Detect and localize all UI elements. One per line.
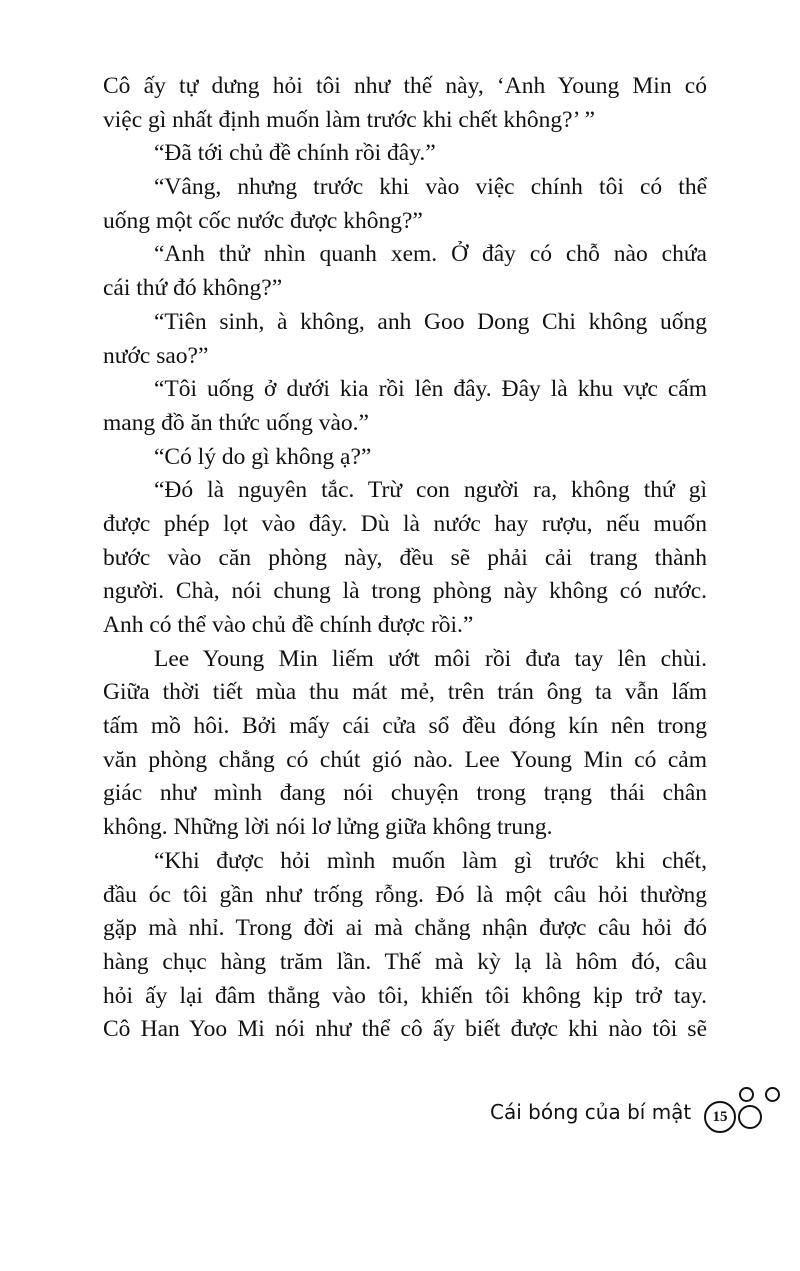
running-footer-title: Cái bóng của bí mật xyxy=(490,1100,692,1124)
text-line: người. Chà, nói chung là trong phòng này không có nước. xyxy=(103,578,707,605)
text-line: đầu óc tôi gần như trống rỗng. Đó là một câu hỏi thường xyxy=(103,881,707,908)
text-line: giác như mình đang nói chuyện trong trạng thái chân xyxy=(103,780,707,807)
text-line: “Vâng, nhưng trước khi vào việc chính tôi có thể xyxy=(154,174,707,201)
text-line: “Tiên sinh, à không, anh Goo Dong Chi không uống xyxy=(154,308,707,335)
text-line: “Khi được hỏi mình muốn làm gì trước khi chết, xyxy=(154,847,707,874)
text-line: bước vào căn phòng này, đều sẽ phải cải trang thành xyxy=(103,544,707,571)
text-line: văn phòng chẳng có chút gió nào. Lee Young Min có cảm xyxy=(103,746,707,773)
text-line: không. Những lời nói lơ lửng giữa không trung. xyxy=(103,814,553,841)
text-line: “Anh thử nhìn quanh xem. Ở đây có chỗ nào chứa xyxy=(154,241,707,268)
text-line: “Đã tới chủ đề chính rồi đây.” xyxy=(154,140,436,167)
text-line: Lee Young Min liếm ướt môi rồi đưa tay lên chùi. xyxy=(154,645,707,672)
text-line: “Tôi uống ở dưới kia rồi lên đây. Đây là khu vực cấm xyxy=(154,376,707,403)
body-text xyxy=(103,70,707,1047)
text-line: tấm mồ hôi. Bởi mấy cái cửa sổ đều đóng kín nên trong xyxy=(103,713,707,740)
decorative-circle-small xyxy=(765,1087,780,1102)
text-line: Anh có thể vào chủ đề chính được rồi.” xyxy=(103,612,474,638)
text-line: mang đồ ăn thức uống vào.” xyxy=(103,409,369,436)
text-line: việc gì nhất định muốn làm trước khi chết không?’ ” xyxy=(103,106,595,133)
text-line: gặp mà nhỉ. Trong đời ai mà chẳng nhận được câu hỏi đó xyxy=(103,915,707,942)
decorative-circle-small xyxy=(739,1087,754,1102)
text-line: “Đó là nguyên tắc. Trừ con người ra, không thứ gì xyxy=(154,477,707,504)
text-line: được phép lọt vào đây. Dù là nước hay rượu, nếu muốn xyxy=(103,510,707,537)
text-line: cái thứ đó không?” xyxy=(103,275,283,302)
text-line: Cô ấy tự dưng hỏi tôi như thế này, ‘Anh Young Min có xyxy=(103,73,707,99)
text-line: uống một cốc nước được không?” xyxy=(103,207,423,234)
text-line: Cô Han Yoo Mi nói như thể cô ấy biết được khi nào tôi sẽ xyxy=(103,1016,707,1043)
page-number: 15 xyxy=(704,1101,736,1133)
text-line: “Có lý do gì không ạ?” xyxy=(154,443,372,470)
text-line: Giữa thời tiết mùa thu mát mẻ, trên trán ông ta vẫn lấm xyxy=(103,679,707,706)
decorative-circle-large xyxy=(738,1105,762,1129)
text-line: hàng chục hàng trăm lần. Thế mà kỳ lạ là hôm đó, câu xyxy=(103,948,707,975)
text-line: nước sao?” xyxy=(103,342,209,369)
text-line: hỏi ấy lại đâm thẳng vào tôi, khiến tôi không kịp trở tay. xyxy=(103,982,707,1009)
